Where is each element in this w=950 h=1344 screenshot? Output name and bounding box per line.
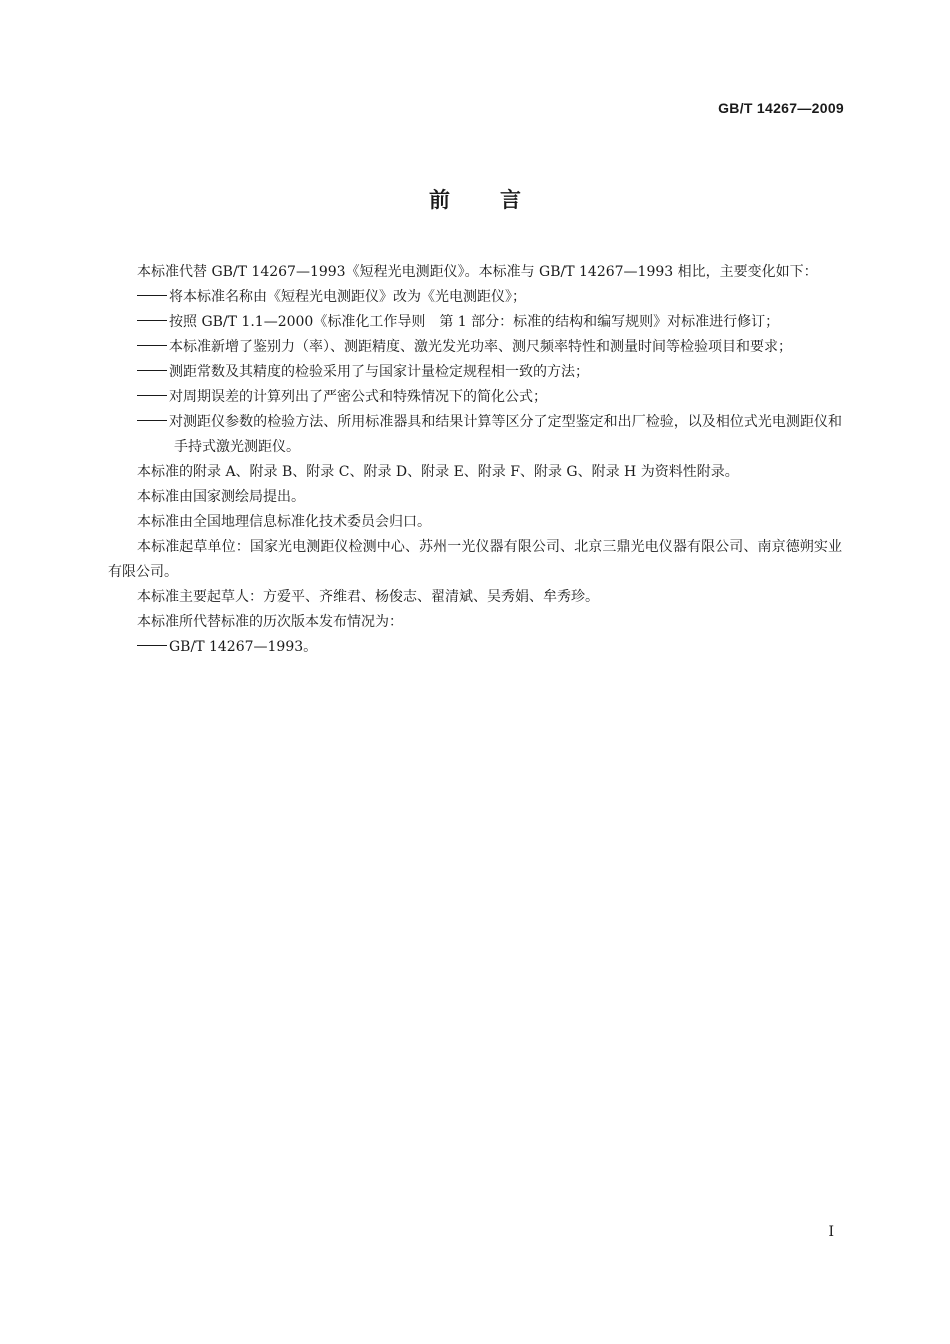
intro-paragraph: 本标准代替 GB/T 14267—1993《短程光电测距仪》。本标准与 GB/T 14267—1993 相比，主要变化如下： <box>137 264 818 280</box>
committee-paragraph: 本标准由全国地理信息标准化技术委员会归口。 <box>137 514 431 530</box>
dash-icon <box>137 345 167 346</box>
drafters-paragraph: 本标准主要起草人：方爱平、齐维君、杨俊志、翟清斌、吴秀娟、牟秀珍。 <box>137 589 599 605</box>
list-item: GB/T 14267—1993。 <box>108 635 842 660</box>
dash-icon <box>137 420 167 421</box>
page-number: I <box>828 1224 834 1240</box>
dash-icon <box>137 395 167 396</box>
dash-icon <box>137 295 167 296</box>
foreword-body <box>108 260 842 660</box>
dash-icon <box>137 320 167 321</box>
changes-list <box>108 285 842 460</box>
proposer-paragraph: 本标准由国家测绘局提出。 <box>137 489 305 505</box>
list-item: 本标准新增了鉴别力（率）、测距精度、激光发光功率、测尺频率特性和测量时间等检验项目和要求； <box>108 335 842 360</box>
list-item: 将本标准名称由《短程光电测距仪》改为《光电测距仪》； <box>108 285 842 310</box>
dash-icon <box>137 370 167 371</box>
list-item: 对周期误差的计算列出了严密公式和特殊情况下的简化公式； <box>108 385 842 410</box>
list-item: 按照 GB/T 1.1—2000《标准化工作导则 第 1 部分：标准的结构和编写规则》对标准进行修订； <box>108 310 842 335</box>
page-title: 前言 <box>429 188 571 212</box>
list-item: 测距常数及其精度的检验采用了与国家计量检定规程相一致的方法； <box>108 360 842 385</box>
dash-icon <box>137 645 167 646</box>
drafting-units-paragraph: 本标准起草单位：国家光电测距仪检测中心、苏州一光仪器有限公司、北京三鼎光电仪器有限公司、南京德朔实业有限公司。 <box>108 539 842 580</box>
appendix-paragraph: 本标准的附录 A、附录 B、附录 C、附录 D、附录 E、附录 F、附录 G、附录 H 为资料性附录。 <box>137 464 739 480</box>
history-paragraph: 本标准所代替标准的历次版本发布情况为： <box>137 614 403 630</box>
standard-number: GB/T 14267—2009 <box>718 100 844 116</box>
history-list <box>108 635 842 660</box>
list-item: 对测距仪参数的检验方法、所用标准器具和结果计算等区分了定型鉴定和出厂检验，以及相位式光电测距仪和手持式激光测距仪。 <box>108 410 842 460</box>
